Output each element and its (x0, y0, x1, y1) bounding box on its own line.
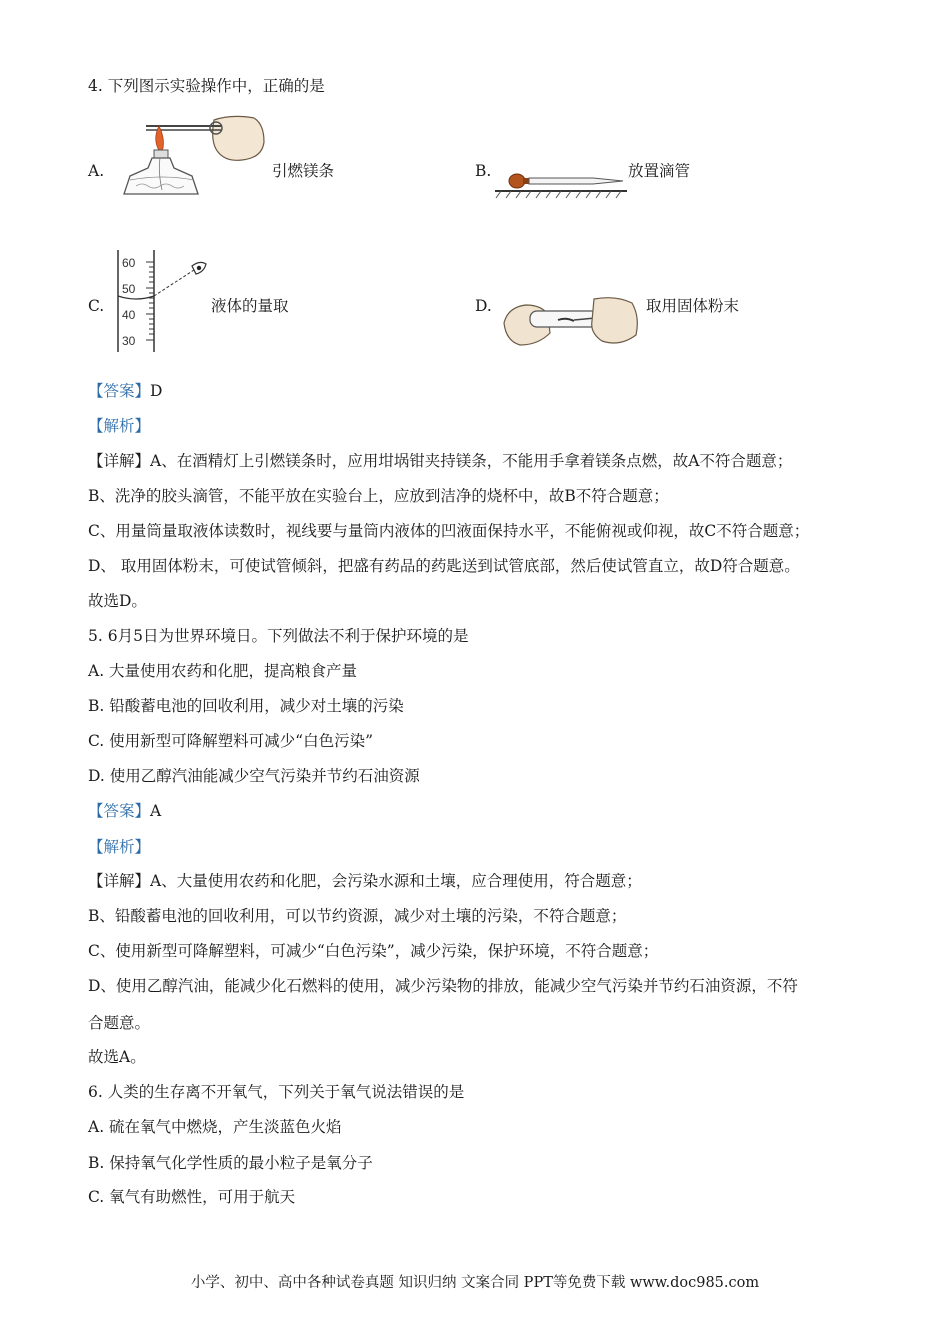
detail-tag: 【详解】 (88, 452, 151, 470)
q5-stem: 5. 6月5日为世界环境日。下列做法不利于保护环境的是 (88, 627, 469, 645)
q6-option-c: C. 氧气有助燃性，可用于航天 (88, 1188, 296, 1206)
answer-tag: 【答案】 (88, 382, 151, 400)
answer-tag: 【答案】 (88, 802, 151, 820)
cylinder-tick-50: 50 (122, 282, 136, 296)
q5-answer (88, 801, 161, 821)
q4-detail-b: B、洗净的胶头滴管，不能平放在实验台上，应放到洁净的烧杯中，故B不符合题意； (88, 487, 669, 505)
q4-option-b-label: 放置滴管 (628, 162, 691, 180)
q5-detail-a: A、大量使用农药和化肥，会污染水源和土壤，应合理使用，符合题意； (150, 872, 642, 890)
detail-tag: 【详解】 (88, 872, 151, 890)
q4-answer (88, 381, 162, 401)
q6-option-a: A. 硫在氧气中燃烧，产生淡蓝色火焰 (88, 1118, 342, 1136)
q5-detail-d-cont: 合题意。 (88, 1014, 151, 1032)
q4-analysis-tag: 【解析】 (88, 417, 151, 435)
q4-option-a-letter: A. (88, 162, 105, 180)
dropper-figure (493, 170, 628, 200)
graduated-cylinder-figure (112, 248, 212, 354)
alcohol-lamp-figure (122, 112, 267, 200)
q4-option-d-label: 取用固体粉末 (646, 297, 740, 315)
q4-detail-d: D、 取用固体粉末，可使试管倾斜，把盛有药品的药匙送到试管底部，然后使试管直立，故D符合题意。 (88, 557, 800, 575)
q4-option-d-letter: D. (475, 297, 492, 315)
cylinder-tick-30: 30 (122, 334, 136, 348)
q5-detail-c: C、使用新型可降解塑料，可减少“白色污染”，减少污染，保护环境，不符合题意； (88, 942, 659, 960)
answer-value: A (150, 802, 162, 820)
q5-analysis-tag: 【解析】 (88, 838, 151, 856)
cylinder-tick-60: 60 (122, 256, 136, 270)
test-tube-powder-figure (502, 293, 640, 351)
q5-conclusion: 故选A。 (88, 1048, 146, 1066)
q5-option-c: C. 使用新型可降解塑料可减少“白色污染” (88, 732, 374, 750)
q6-option-b: B. 保持氧气化学性质的最小粒子是氧分子 (88, 1154, 373, 1172)
q6-stem: 6. 人类的生存离不开氧气，下列关于氧气说法错误的是 (88, 1083, 465, 1101)
q4-option-b-letter: B. (475, 162, 492, 180)
cylinder-tick-40: 40 (122, 308, 136, 322)
q4-detail-line (88, 451, 792, 471)
q5-detail-b: B、铅酸蓄电池的回收利用，可以节约资源，减少对土壤的污染，不符合题意； (88, 907, 627, 925)
q4-option-c-label: 液体的量取 (211, 297, 289, 315)
page-footer: 小学、初中、高中各种试卷真题 知识归纳 文案合同 PPT等免费下载 www.doc985.com (190, 1275, 760, 1291)
q4-option-a-label: 引燃镁条 (272, 162, 335, 180)
q4-conclusion: 故选D。 (88, 592, 147, 610)
answer-value: D (150, 382, 163, 400)
q5-option-a: A. 大量使用农药和化肥，提高粮食产量 (88, 662, 358, 680)
q5-option-d: D. 使用乙醇汽油能减少空气污染并节约石油资源 (88, 767, 420, 785)
q5-detail-d: D、使用乙醇汽油，能减少化石燃料的使用，减少污染物的排放，能减少空气污染并节约石油资源，不符 (88, 977, 798, 995)
q5-detail-line (88, 871, 642, 891)
q4-detail-a: A、在酒精灯上引燃镁条时，应用坩埚钳夹持镁条，不能用手拿着镁条点燃，故A不符合题意； (150, 452, 793, 470)
q4-stem: 4. 下列图示实验操作中，正确的是 (88, 77, 325, 95)
q4-option-c-letter: C. (88, 297, 105, 315)
q5-option-b: B. 铅酸蓄电池的回收利用，减少对土壤的污染 (88, 697, 404, 715)
q4-detail-c: C、用量筒量取液体读数时，视线要与量筒内液体的凹液面保持水平，不能俯视或仰视，故C不符合题意； (88, 522, 810, 540)
